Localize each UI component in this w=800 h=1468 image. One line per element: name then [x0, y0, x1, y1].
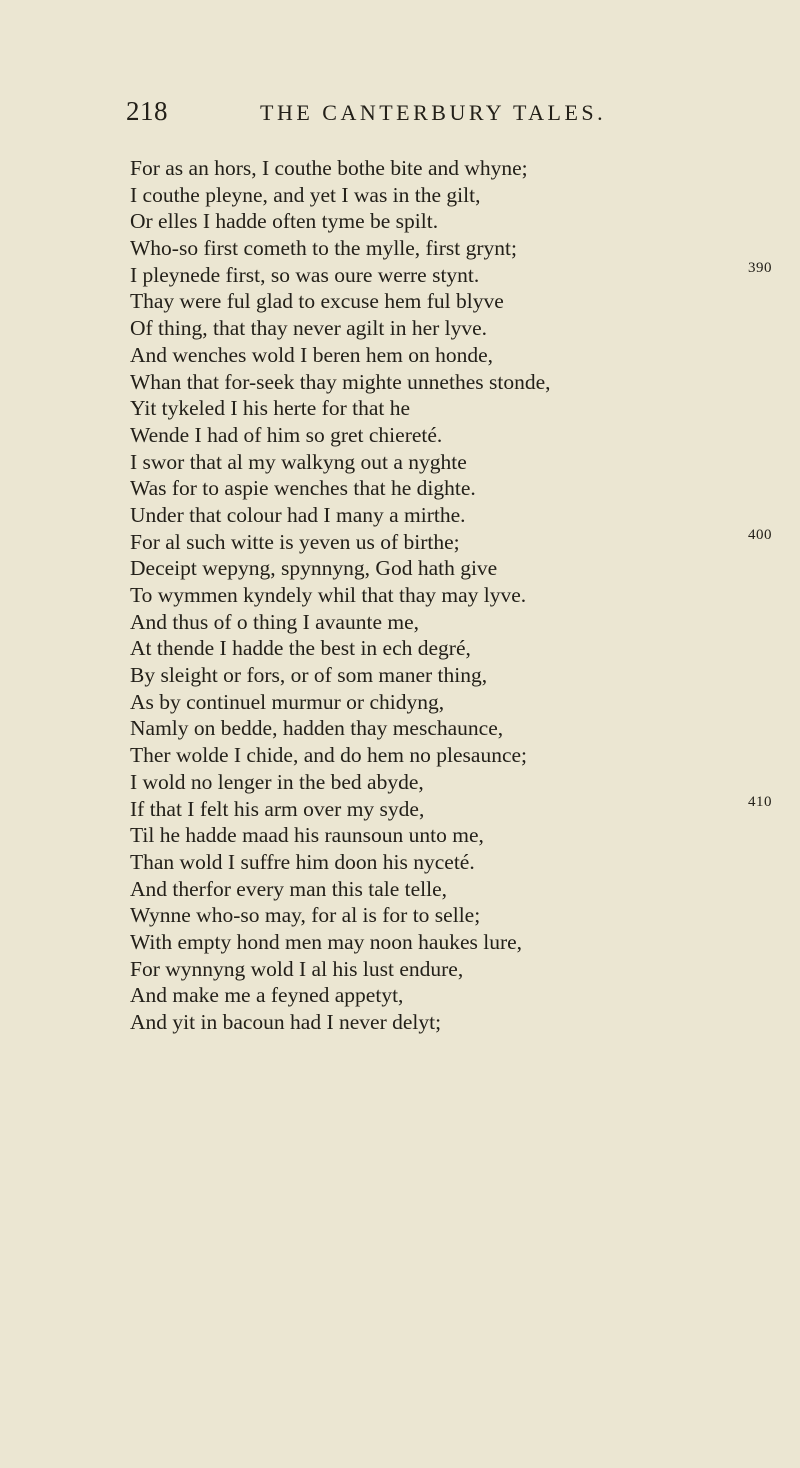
line-number: 390 — [748, 260, 772, 276]
running-title: THE CANTERBURY TALES. — [260, 100, 607, 125]
verse-line: For wynnyng wold I al his lust endure, — [130, 956, 464, 981]
page-number: 218 — [126, 96, 168, 126]
page-header — [126, 96, 716, 136]
verse-line: Yit tykeled I his herte for that he — [130, 396, 411, 421]
poem-text — [130, 155, 690, 1036]
line-number: 410 — [748, 794, 772, 810]
verse-line: I couthe pleyne, and yet I was in the gilt, — [130, 182, 481, 207]
verse-line: With empty hond men may noon haukes lure, — [130, 929, 523, 954]
verse-line: For as an hors, I couthe bothe bite and whyne; — [130, 156, 528, 180]
verse-line: Deceipt wepyng, spynnyng, God hath give — [130, 556, 498, 581]
verse-line: And make me a feyned appetyt, — [130, 983, 404, 1008]
verse-line: I swor that al my walkyng out a nyghte — [130, 449, 467, 474]
verse-line: Who-so first cometh to the mylle, first grynt; — [130, 236, 517, 261]
verse-line: Ther wolde I chide, and do hem no plesaunce; — [130, 743, 528, 768]
verse-line: Namly on bedde, hadden thay meschaunce, — [130, 716, 504, 741]
verse-line: Thay were ful glad to excuse hem ful blyve — [130, 289, 504, 314]
verse-line: Than wold I suffre him doon his nyceté. — [130, 849, 475, 874]
line-number: 400 — [748, 527, 772, 543]
verse-line: Wynne who-so may, for al is for to selle; — [130, 903, 481, 928]
verse-line: Was for to aspie wenches that he dighte. — [130, 476, 476, 501]
verse-line: By sleight or fors, or of som maner thing, — [130, 663, 488, 688]
verse-line: Til he hadde maad his raunsoun unto me, — [130, 823, 484, 848]
verse-line: I wold no lenger in the bed abyde, — [130, 769, 424, 794]
verse-line: At thende I hadde the best in ech degré, — [130, 636, 471, 661]
verse-line: I pleynede first, so was oure werre stynt. — [130, 262, 480, 287]
verse-line: Or elles I hadde often tyme be spilt. — [130, 209, 439, 234]
verse-line: Of thing, that thay never agilt in her lyve. — [130, 316, 488, 341]
verse-line: For al such witte is yeven us of birthe; — [130, 529, 460, 554]
verse-line: To wymmen kyndely whil that thay may lyve. — [130, 583, 527, 607]
verse-line: Whan that for-seek thay mighte unnethes stonde, — [130, 369, 551, 394]
verse-line: And yit in bacoun had I never delyt; — [130, 1010, 442, 1034]
verse-line: And wenches wold I beren hem on honde, — [130, 342, 494, 367]
verse-line: Under that colour had I many a mirthe. — [130, 502, 466, 527]
verse-line: Wende I had of him so gret chiereté. — [130, 422, 443, 447]
verse-line: If that I felt his arm over my syde, — [130, 796, 425, 821]
verse-line: And therfor every man this tale telle, — [130, 876, 448, 901]
verse-line: As by continuel murmur or chidyng, — [130, 689, 445, 714]
verse-line: And thus of o thing I avaunte me, — [130, 609, 420, 634]
